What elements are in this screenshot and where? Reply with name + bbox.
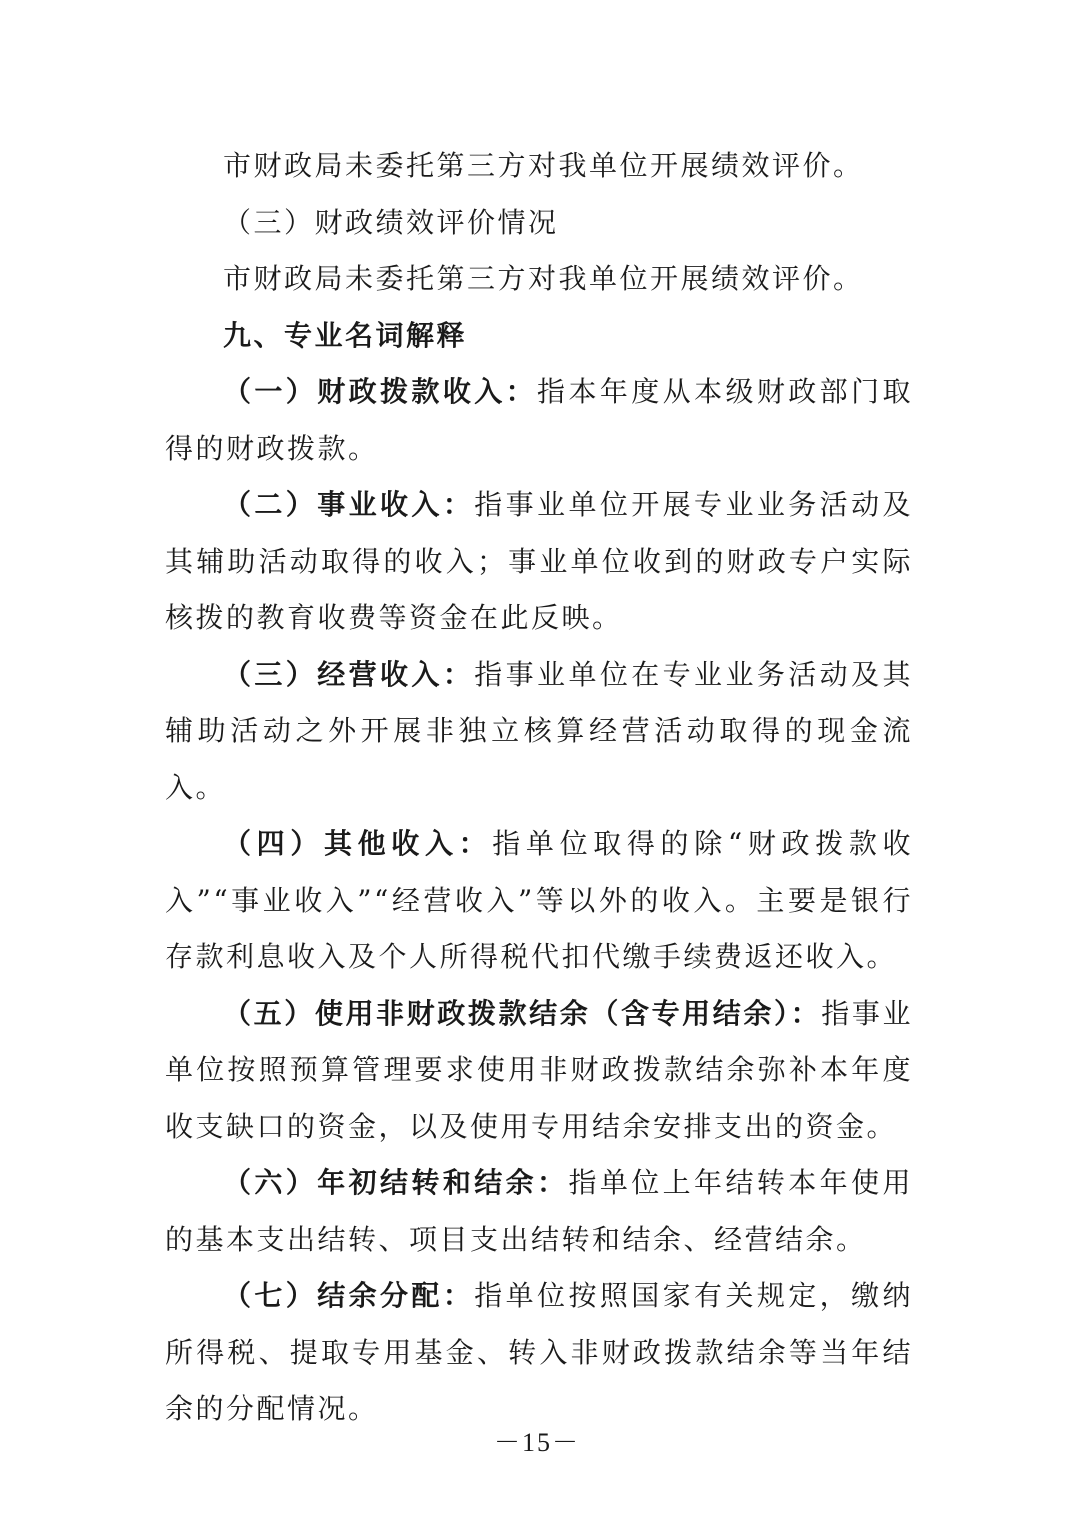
glossary-term: （一）财政拨款收入： — [223, 375, 538, 408]
section-heading-fiscal-evaluation — [165, 195, 913, 252]
document-body — [165, 138, 913, 1438]
section-heading-glossary — [165, 308, 913, 365]
glossary-item-non-fiscal-surplus — [165, 986, 913, 1156]
glossary-definition: 指事业单位开展专业业务活动及其辅助活动取得的收入；事业单位收到的财政专户实际核拨的教育收费等资金在此反映。 — [165, 488, 913, 634]
paragraph-text: 市财政局未委托第三方对我单位开展绩效评价。 — [223, 149, 864, 182]
paragraph-text: 市财政局未委托第三方对我单位开展绩效评价。 — [223, 262, 864, 295]
glossary-item-fiscal-appropriation — [165, 364, 913, 477]
paragraph-text: （三）财政绩效评价情况 — [223, 205, 559, 239]
glossary-definition: 指本年度从本级财政部门取得的财政拨款。 — [165, 375, 913, 465]
glossary-term: （六）年初结转和结余： — [223, 1166, 569, 1199]
glossary-term: （七）结余分配： — [223, 1279, 475, 1312]
glossary-item-surplus-distribution — [165, 1268, 913, 1438]
glossary-item-business-income — [165, 477, 913, 647]
glossary-item-opening-carryover — [165, 1155, 913, 1268]
evaluation-note-paragraph — [165, 251, 913, 308]
page-number: －15－ — [493, 1428, 580, 1457]
glossary-definition: 指单位上年结转本年使用的基本支出结转、项目支出结转和结余、经营结余。 — [165, 1166, 913, 1256]
glossary-item-operating-income — [165, 647, 913, 817]
glossary-item-other-income — [165, 816, 913, 986]
glossary-definition: 指单位取得的除“财政拨款收入”“事业收入”“经营收入”等以外的收入。主要是银行存款利息收入及个人所得税代扣代缴手续费返还收入。 — [165, 827, 913, 973]
evaluation-note-paragraph — [165, 138, 913, 195]
glossary-definition: 指事业单位在专业业务活动及其辅助活动之外开展非独立核算经营活动取得的现金流入。 — [165, 657, 913, 804]
glossary-definition: 指事业单位按照预算管理要求使用非财政拨款结余弥补本年度收支缺口的资金，以及使用专用结余安排支出的资金。 — [165, 996, 913, 1143]
heading-text: 九、专业名词解释 — [223, 318, 468, 352]
glossary-term: （四）其他收入： — [223, 827, 493, 860]
glossary-term: （五）使用非财政拨款结余（含专用结余）： — [223, 996, 822, 1030]
glossary-definition: 指单位按照国家有关规定，缴纳所得税、提取专用基金、转入非财政拨款结余等当年结余的分配情况。 — [165, 1279, 913, 1425]
glossary-term: （二）事业收入： — [223, 488, 475, 521]
glossary-term: （三）经营收入： — [223, 657, 475, 691]
